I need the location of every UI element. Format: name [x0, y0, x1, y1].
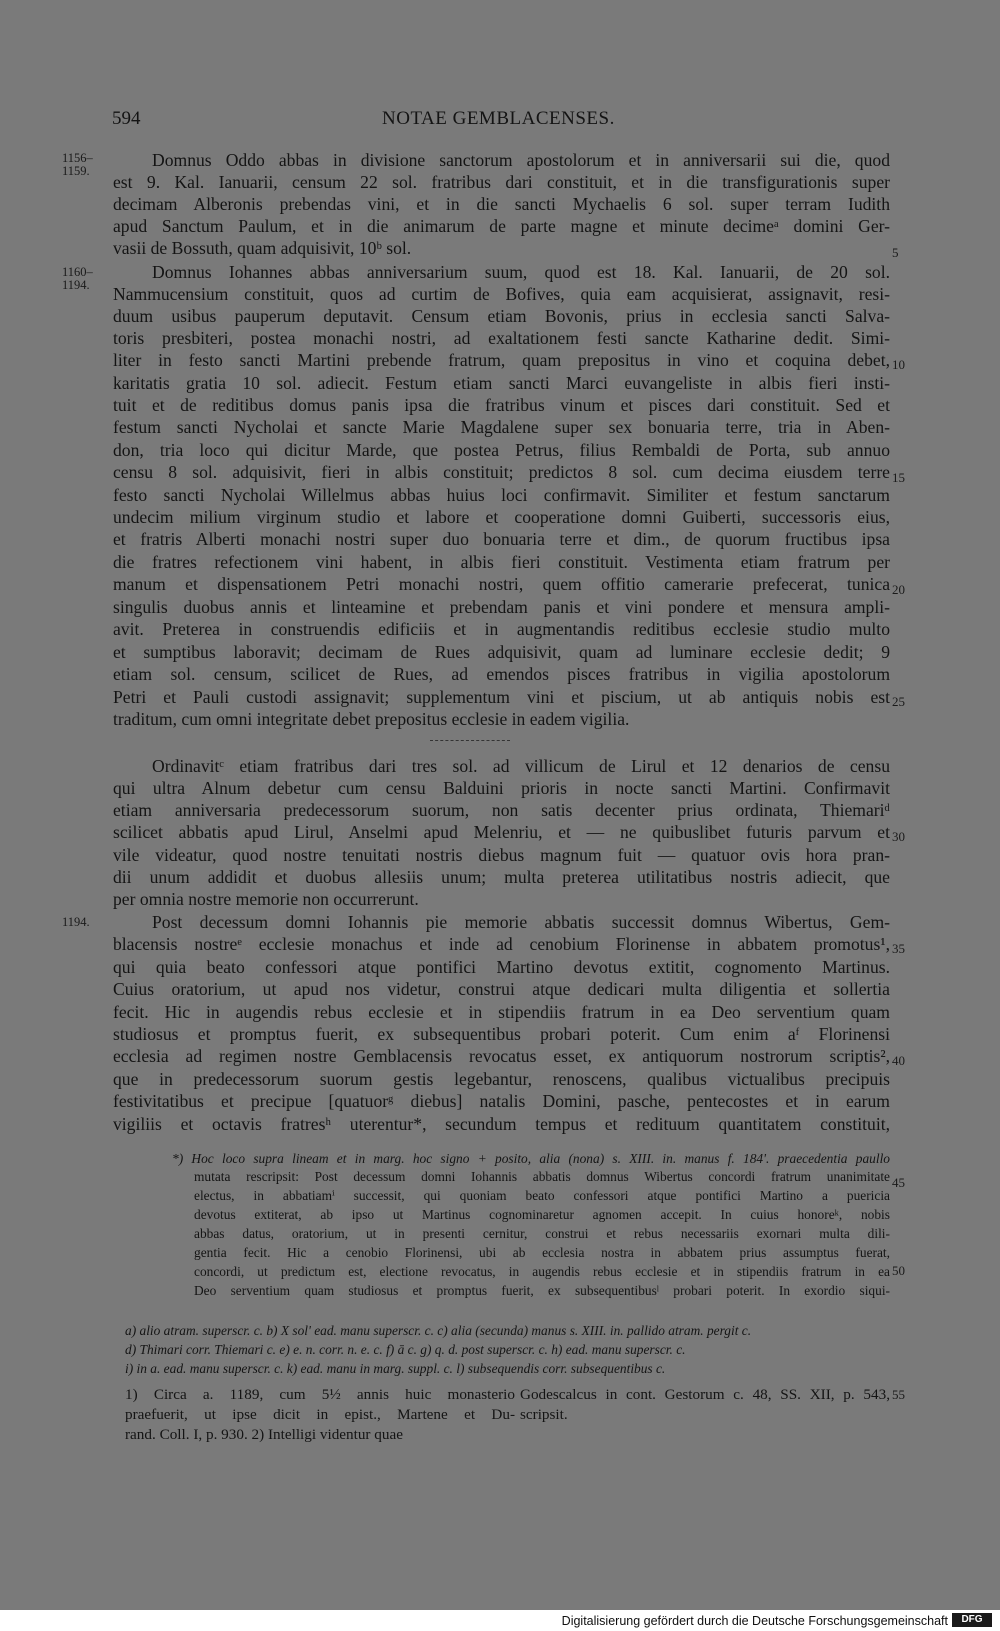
text-line: et sumptibus laboravit; decimam de Rues adquisivit, quam ad luminare ecclesie dedit; 9 — [113, 642, 890, 662]
footnote-line: gentia fecit. Hic a cenobio Florinensi, ubi ab ecclesia nostra in abbatem prius assumptus fuerat, — [194, 1245, 890, 1260]
text-line: traditum, cum omni integritate debet prepositus ecclesie in eadem vigilia. — [113, 709, 630, 729]
line-number: 55 — [892, 1387, 905, 1402]
line-number: 5 — [892, 245, 899, 260]
text-line: Cuius oratorium, ut apud nos videtur, construi atque dedicari multa diligentia et sollertia — [113, 979, 890, 999]
text-line: qui ultra Alnum debetur cum censu Balduini prioris in nocte sancti Martini. Confirmavit — [113, 778, 890, 798]
margin-date: 1156– 1159. — [62, 151, 93, 178]
footnote-line: mutata rescripsit: Post decessum domni Iohannis abbatis domnus Wibertus concordi fratrum unanimitate — [194, 1169, 890, 1184]
text-line: Nammucensium constituit, quos ad curtim de Bofives, quia eam acquisierat, assignavit, resi- — [113, 284, 890, 304]
text-line: ecclesia ad regimen nostre Gemblacensis revocatus esset, ex antiquorum nostrorum scriptis², — [113, 1046, 890, 1066]
text-line: vigiliis et octavis fratresʰ uterentur*, secundum tempus et redituum quantitatem constituit, — [113, 1114, 890, 1134]
text-line: que in predecessorum suorum gestis legebantur, renoscens, qualibus victualibus precipuis — [113, 1069, 890, 1089]
line-number: 40 — [892, 1053, 905, 1068]
text-line: et fratris Alberti monachi nostri super duo bonuaria terre et dim., de quorum fructibus ipsa — [113, 529, 890, 549]
text-line: etiam anniversaria predecessorum suorum, non satis decenter prius ordinata, Thiemariᵈ — [113, 800, 890, 820]
text-line: censu 8 sol. adquisivit, fieri in albis constituit; predictos 8 sol. cum decima eiusdem terre — [113, 462, 890, 482]
text-line: Ordinavitᶜ etiam fratribus dari tres sol. ad villicum de Lirul et 12 denarios de censu — [152, 756, 890, 776]
text-line: Post decessum domni Iohannis pie memorie abbatis successit domnus Wibertus, Gem- — [152, 912, 890, 932]
text-line: die fratres refectionem vini habent, in albis fieri constituit. Vestimenta etiam fratrum per — [113, 552, 890, 572]
text-line: festum sancti Nycholai et sancte Marie Magdalene super sex bonuaria terre, tria in Aben- — [113, 417, 890, 437]
dfg-logo: DFG — [952, 1613, 992, 1627]
margin-date: 1194. — [62, 915, 90, 929]
page-number: 594 — [112, 108, 141, 129]
footnote-line: *) Hoc loco supra lineam et in marg. hoc signo + posito, alia (nona) s. XIII. in. manus f. 184'. praecedentia paullo — [172, 1151, 890, 1166]
running-head: NOTAE GEMBLACENSES. — [382, 108, 615, 129]
text-line: tuit et de reditibus domus panis ipsa die fratribus vinum et pisces dari constituit. Sed et — [113, 395, 890, 415]
text-line: liter in festo sancti Martini prebende fratrum, quam prepositus in vino et coquina debet, — [113, 350, 890, 370]
footnote-line: abbas datus, oratorium, ut in presenti cernitur, construi et rebus necessariis exornari multa dili- — [194, 1226, 890, 1241]
footnote-number-line: scripsit. — [520, 1406, 568, 1423]
line-number: 15 — [892, 470, 905, 485]
text-line: vile videatur, quod nostre tenuitati nostris diebus magnum fuit — quatuor ovis hora pran- — [113, 845, 890, 865]
text-line: duum usibus pauperum deputavit. Censum etiam Bovonis, prius in ecclesia sancti Salva- — [113, 306, 890, 326]
text-line: Domnus Iohannes abbas anniversarium suum, quod est 18. Kal. Ianuarii, de 20 sol. — [152, 262, 890, 282]
text-line: etiam sol. censum, scilicet de Rues, ad emendos pisces fratribus in vigilia apostolorum — [113, 664, 890, 684]
footnote-line: concordi, ut predictum est, electione revocatus, in augendis rebus ecclesie et in stipendiis fratrum in ea — [194, 1264, 890, 1279]
line-number: 30 — [892, 829, 905, 844]
text-line: don, tria loco qui dicitur Marde, que postea Petrus, filius Rembaldi de Porta, sub annuo — [113, 440, 890, 460]
footnote-line: devotus extiterat, ab ipso ut Martinus cognominaretur agnomen accepit. In cuius honoreᵏ, nobis — [194, 1207, 890, 1222]
text-line: apud Sanctum Paulum, et in die animarum de parte magne et minute decimeᵃ domini Ger- — [113, 216, 890, 236]
footnote-number-line: Godescalcus in cont. Gestorum c. 48, SS. XII, p. 543, — [520, 1386, 890, 1403]
line-number: 35 — [892, 941, 905, 956]
section-separator — [430, 740, 510, 741]
text-line: undecim milium virginum studio et labore et cooperatione domni Guiberti, successoris eius, — [113, 507, 890, 527]
text-line: karitatis gratia 10 sol. adiecit. Festum etiam sancti Marci euvangeliste in albis fieri insti- — [113, 373, 890, 393]
footnote-number-line: rand. Coll. I, p. 930. 2) Intelligi videntur quae — [125, 1426, 403, 1443]
apparatus-line: d) Thimari corr. Thiemari c. e) e. n. corr. n. e. c. f) ā c. g) q. d. post superscr. c. h) ead. manu superscr. c. — [125, 1342, 686, 1357]
text-line: avit. Preterea in construendis edificiis et in augmentandis reditibus ecclesie studio multo — [113, 619, 890, 639]
line-number: 10 — [892, 357, 905, 372]
line-number: 25 — [892, 694, 905, 709]
text-line: vasii de Bossuth, quam adquisivit, 10ᵇ sol. — [113, 238, 412, 258]
text-line: blacensis nostreᵉ ecclesie monachus et inde ad cenobium Florinense in abbatem promotus¹, — [113, 934, 890, 954]
text-line: Petri et Pauli custodi assignavit; supplementum vini et piscium, ut ab antiquis nobis est — [113, 687, 890, 707]
footnote-line: electus, in abbatiamⁱ successit, qui quoniam beato confessori atque pontifici Martino a puericia — [194, 1188, 890, 1203]
text-line: fecit. Hic in augendis rebus ecclesie et in stipendiis fratrum in ea Deo serventium quam — [113, 1002, 890, 1022]
apparatus-line: a) alio atram. superscr. c. b) X sol' ead. manu superscr. c. c) alia (secunda) manus s. XIII. in. pallido atram. pergit c. — [125, 1323, 752, 1338]
line-number: 20 — [892, 582, 905, 597]
line-number: 45 — [892, 1175, 905, 1190]
footnote-number-line: praefuerit, ut ipse dicit in epist., Martene et Du- — [125, 1406, 515, 1423]
text-line: decimam Alberonis prebendas vini, et in die sancti Mychaelis 6 sol. super terram Iudith — [113, 194, 890, 214]
text-line: est 9. Kal. Ianuarii, censum 22 sol. fratribus dari constituit, et in die transfigurationis super — [113, 172, 890, 192]
text-line: per omnia nostre memorie non occurrerunt. — [113, 889, 419, 909]
line-number: 50 — [892, 1263, 905, 1278]
text-line: festo sancti Nycholai Willelmus abbas huius loci confirmavit. Similiter et festum sanctarum — [113, 485, 890, 505]
footnote-line: Deo serventium quam studiosus et promptus fuerit, ex subsequentibusˡ probari poterit. In exordio siqui- — [194, 1283, 890, 1298]
apparatus-line: i) in a. ead. manu superscr. c. k) ead. manu in marg. suppl. c. l) subsequendis corr. subsequentibus c. — [125, 1361, 666, 1376]
text-line: manum et dispensationem Petri monachi nostri, quem offitio camerarie prefecerat, tunica — [113, 574, 890, 594]
text-line: studiosus et promptus fuerit, ex subsequentibus probari poterit. Cum enim aᶠ Florinensi — [113, 1024, 890, 1044]
text-line: singulis duobus annis et linteamine et prebendam panis et vini pondere et mensura ampli- — [113, 597, 890, 617]
text-line: dii unum addidit et duobus allesiis unum; multa preterea utilitatibus nostris adiecit, que — [113, 867, 890, 887]
text-line: scilicet abbatis apud Lirul, Anselmi apud Melenriu, et — ne quibuslibet futuris parvum et — [113, 822, 890, 842]
text-line: toris presbiteri, postea monachi nostri, ad exaltationem festi sancte Katharine dedit. Simi- — [113, 328, 890, 348]
digitization-credit: Digitalisierung gefördert durch die Deutsche Forschungsgemeinschaft — [561, 1614, 948, 1628]
footnote-number-line: 1) Circa a. 1189, cum 5½ annis huic monasterio — [125, 1386, 515, 1403]
text-line: Domnus Oddo abbas in divisione sanctorum apostolorum et in anniversarii sui die, quod — [152, 150, 890, 170]
margin-date: 1160– 1194. — [62, 265, 93, 292]
text-line: qui quia beato confessori atque pontifici Martino devotus extitit, cognomento Martinus. — [113, 957, 890, 977]
text-line: festivitatibus et precipue [quatuorᵍ diebus] natalis Domini, pasche, pentecostes et in earum — [113, 1091, 890, 1111]
